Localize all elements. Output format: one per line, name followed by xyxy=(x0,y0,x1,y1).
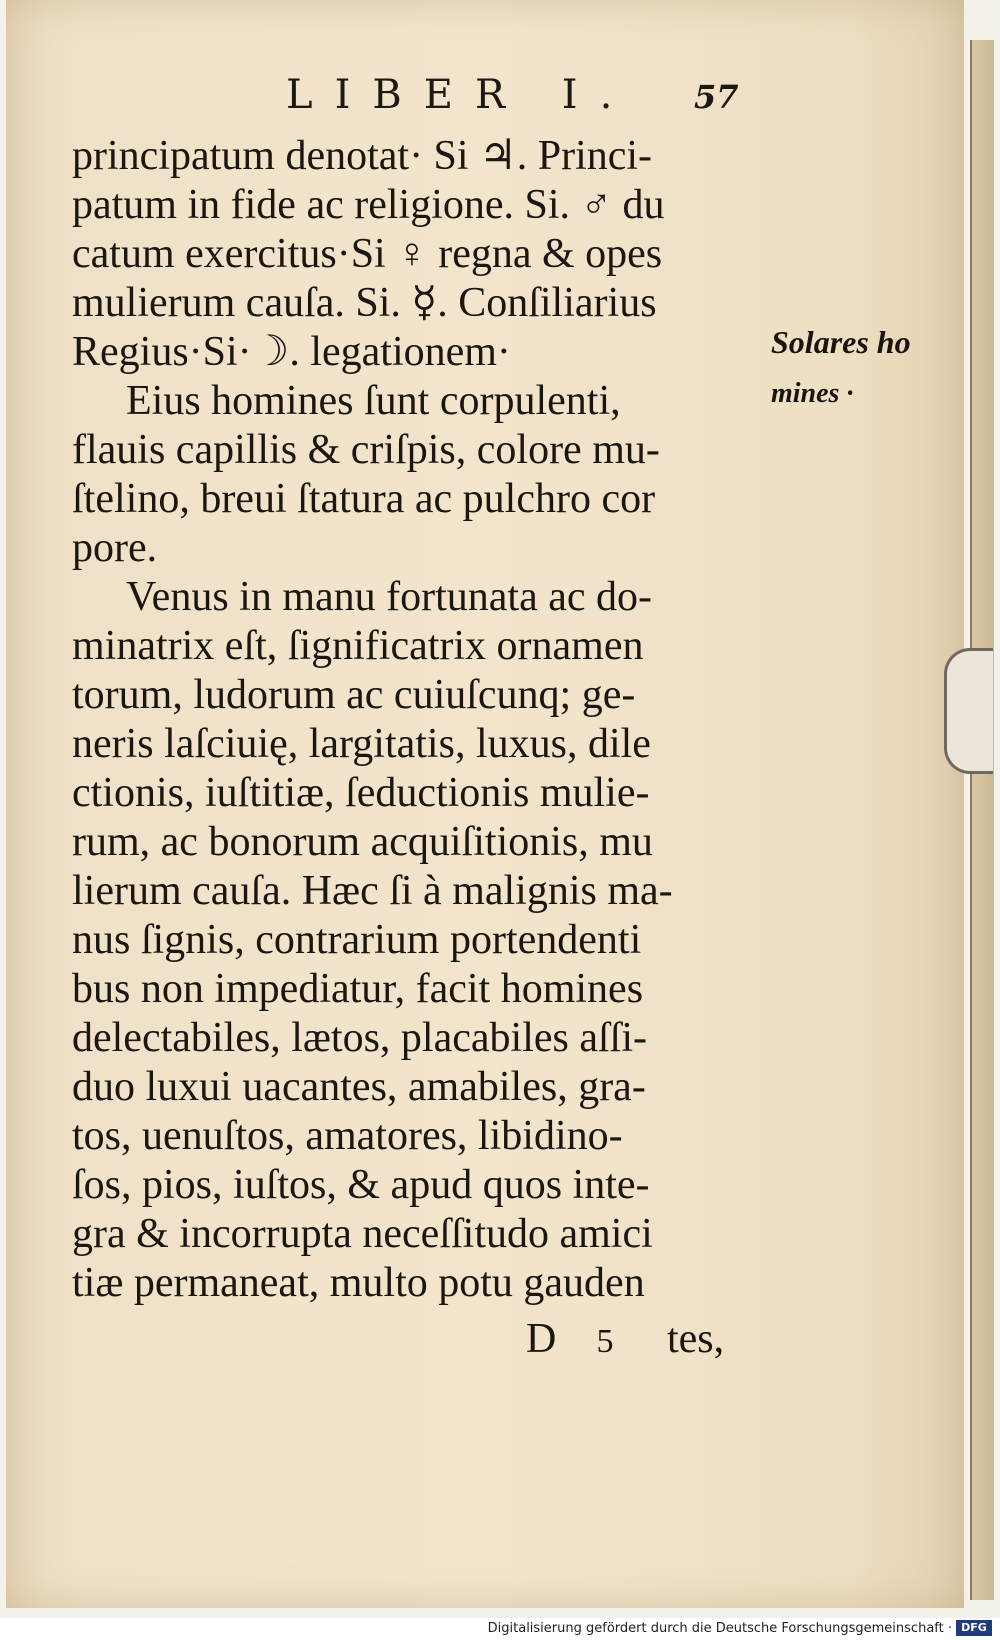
footer-bar xyxy=(0,1618,1000,1640)
folio-number: 57 xyxy=(694,78,739,116)
catchword: tes, xyxy=(667,1316,725,1362)
signature-line xyxy=(526,1315,724,1363)
text-line: ctionis, iuſtitiæ, ſeductionis mulie- xyxy=(72,770,650,816)
footer-credit: Digitalisierung gefördert durch die Deutsche Forschungsgemeinschaft · xyxy=(487,1621,952,1636)
text-line: rum, ac bonorum acquiſitionis, mu xyxy=(72,819,653,865)
text-line: neris laſciuię, largitatis, luxus, dile xyxy=(72,721,651,767)
text-line: Eius homines ſunt corpulenti, xyxy=(126,378,621,424)
text-line: duo luxui uacantes, amabiles, gra- xyxy=(72,1064,646,1110)
text-line: ſtelino, breui ſtatura ac pulchro cor xyxy=(72,476,656,522)
text-line: Venus in manu fortunata ac do- xyxy=(126,574,653,620)
text-line: minatrix eſt, ſignificatrix ornamen xyxy=(72,623,644,669)
text-line: catum exercitus·Si ♀ regna & opes xyxy=(72,231,663,277)
text-line: patum in fide ac religione. Si. ♂ du xyxy=(72,182,665,228)
text-line: mulierum cauſa. Si. ☿. Conſiliarius xyxy=(72,280,657,326)
text-line: flauis capillis & criſpis, colore mu- xyxy=(72,427,660,473)
text-line: principatum denotat· Si ♃. Princi- xyxy=(72,133,653,179)
text-line: gra & incorrupta neceſſitudo amici xyxy=(72,1211,653,1257)
text-line: ſos, pios, iuſtos, & apud quos inte- xyxy=(72,1162,650,1208)
running-head: LIBER I. xyxy=(286,72,635,118)
text-line: nus ſignis, contrarium portendenti xyxy=(72,917,642,963)
text-line: torum, ludorum ac cuiuſcunq; ge- xyxy=(72,672,636,718)
marginal-note: mines · xyxy=(771,378,854,409)
signature-mark: D xyxy=(526,1316,557,1362)
body-text xyxy=(72,132,762,1308)
text-line: pore. xyxy=(72,525,158,571)
page-tab-clip xyxy=(944,648,993,774)
text-line: bus non impediatur, facit homines xyxy=(72,966,644,1012)
signature-number: 5 xyxy=(596,1323,614,1360)
text-line: lierum cauſa. Hæc ſi à malignis ma- xyxy=(72,868,673,914)
text-line: tiæ permaneat, multo potu gauden xyxy=(72,1260,645,1306)
text-line: tos, uenuſtos, amatores, libidino- xyxy=(72,1113,623,1159)
text-line: Regius·Si·☽. legationem· xyxy=(72,329,511,375)
marginal-note: Solares ho xyxy=(771,324,911,360)
book-page xyxy=(6,0,964,1608)
page-edge xyxy=(970,40,994,1600)
text-line: delectabiles, lætos, placabiles aſſi- xyxy=(72,1015,647,1061)
dfg-logo-icon: DFG xyxy=(956,1620,992,1636)
